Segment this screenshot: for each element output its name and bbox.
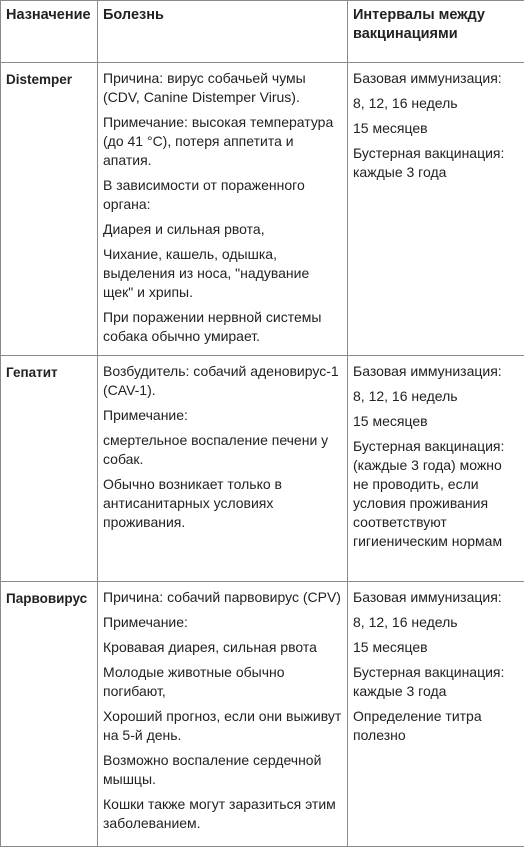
interval-line: 15 месяцев [353, 120, 428, 136]
disease-line: Диарея и сильная рвота, [103, 221, 265, 237]
interval-line: 15 месяцев [353, 413, 428, 429]
interval-line: Бустерная вакцинация: каждые 3 года [353, 145, 505, 180]
disease-cell [98, 356, 348, 582]
interval-line: Базовая иммунизация: [353, 70, 502, 86]
disease-line: Примечание: [103, 407, 188, 423]
interval-line: 8, 12, 16 недель [353, 614, 458, 630]
disease-line: Кошки также могут заразиться этим заболеванием. [103, 796, 336, 831]
disease-line: Причина: вирус собачьей чумы (CDV, Canine Distemper Virus). [103, 70, 306, 105]
intervals-cell [348, 356, 524, 582]
disease-line: Возможно воспаление сердечной мышцы. [103, 752, 322, 787]
disease-line: Чихание, кашель, одышка, выделения из носа, "надувание щек" и хрипы. [103, 246, 310, 300]
disease-cell [98, 63, 348, 356]
interval-line: Бустерная вакцинация: каждые 3 года [353, 664, 505, 699]
interval-line: 15 месяцев [353, 639, 428, 655]
row-name: Distemper [1, 63, 98, 356]
intervals-cell [348, 63, 524, 356]
interval-line: Базовая иммунизация: [353, 589, 502, 605]
interval-line: 8, 12, 16 недель [353, 95, 458, 111]
row-name: Гепатит [1, 356, 98, 582]
disease-line: Кровавая диарея, сильная рвота [103, 639, 317, 655]
header-intervals: Интервалы между вакцинациями [348, 1, 524, 63]
disease-line: Молодые животные обычно погибают, [103, 664, 285, 699]
intervals-cell [348, 582, 524, 847]
header-disease: Болезнь [98, 1, 348, 63]
interval-line: 8, 12, 16 недель [353, 388, 458, 404]
table-row [1, 63, 524, 356]
disease-cell [98, 582, 348, 847]
table-row [1, 582, 524, 847]
row-name: Парвовирус [1, 582, 98, 847]
disease-line: Примечание: высокая температура (до 41 °C), потеря аппетита и апатия. [103, 114, 334, 168]
disease-line: Причина: собачий парвовирус (CPV) [103, 589, 341, 605]
interval-line: Бустерная вакцинация: (каждые 3 года) можно не проводить, если условия проживания соответствуют гигиеническим нормам [353, 438, 505, 549]
disease-line: Хороший прогноз, если они выживут на 5-й день. [103, 708, 342, 743]
disease-line: Обычно возникает только в антисанитарных условиях проживания. [103, 476, 282, 530]
disease-line: В зависимости от пораженного органа: [103, 177, 305, 212]
disease-line: При поражении нервной системы собака обычно умирает. [103, 309, 322, 344]
disease-line: смертельное воспаление печени у собак. [103, 432, 329, 467]
interval-line: Определение титра полезно [353, 708, 482, 743]
table-header-row [1, 1, 524, 63]
disease-line: Примечание: [103, 614, 188, 630]
disease-line: Возбудитель: собачий аденовирус-1 (CAV-1). [103, 363, 339, 398]
interval-line: Базовая иммунизация: [353, 363, 502, 379]
header-purpose: Назначение [1, 1, 98, 63]
table-row [1, 356, 524, 582]
